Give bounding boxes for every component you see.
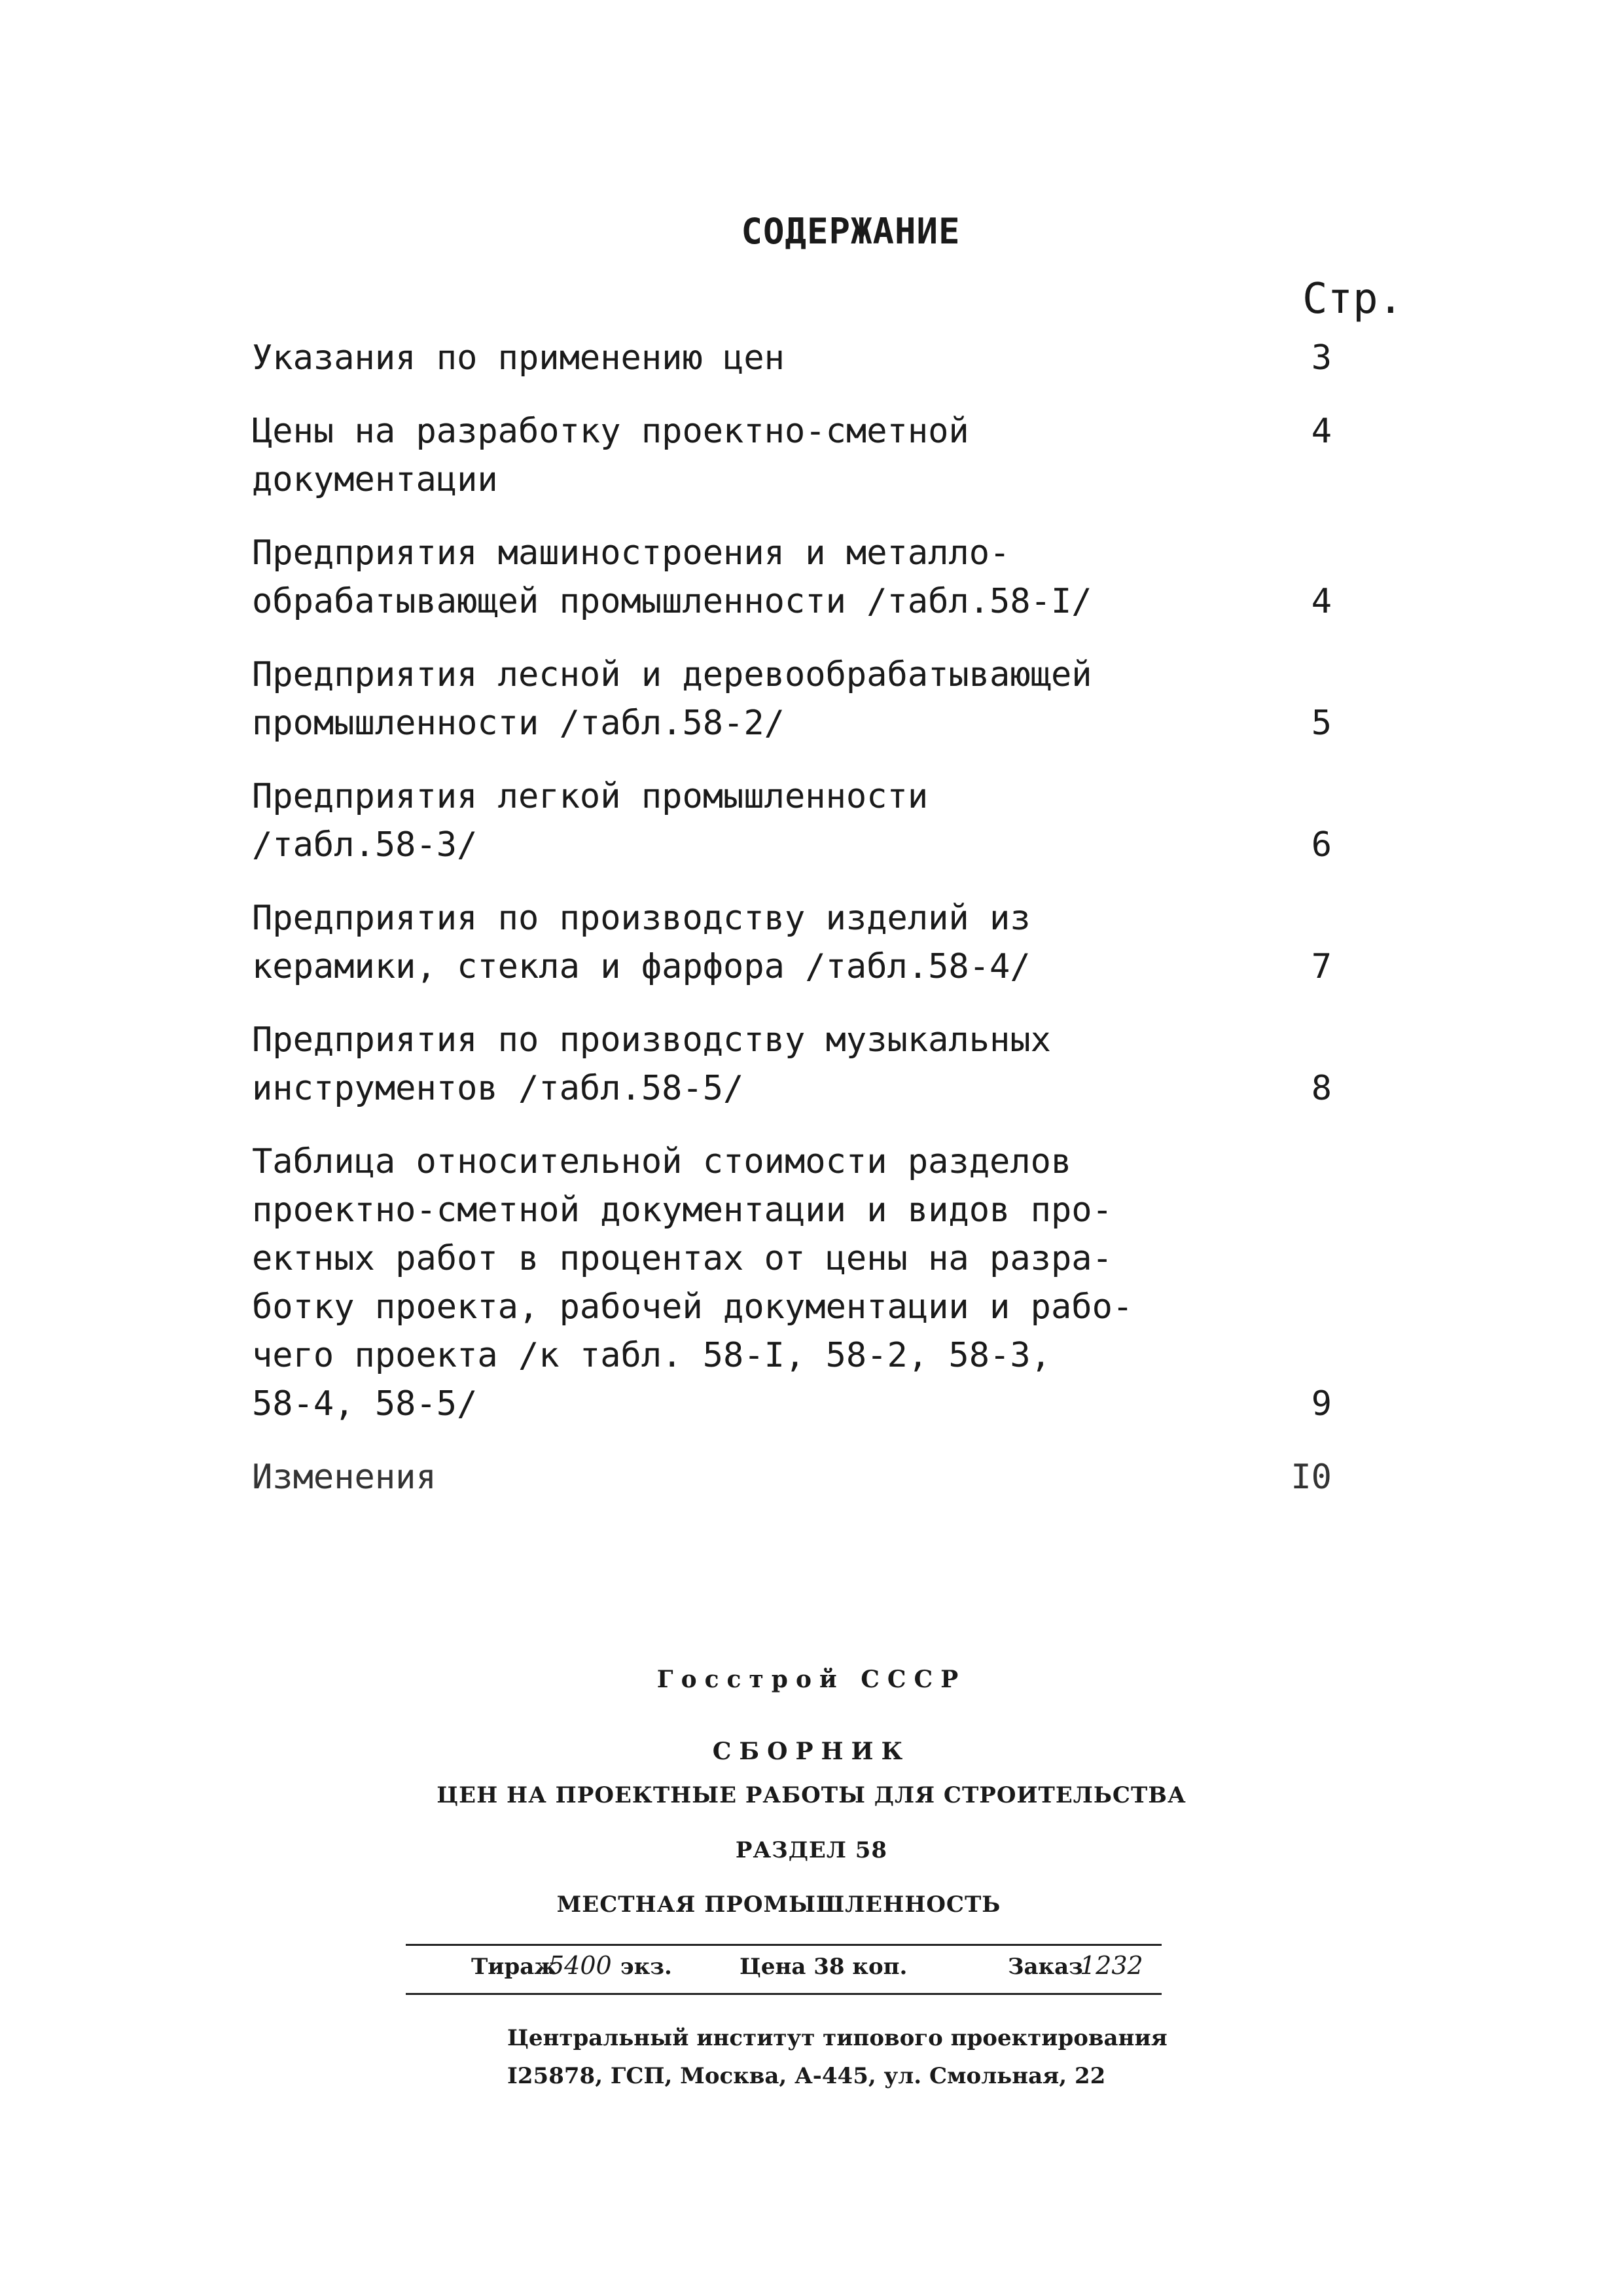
toc-entry xyxy=(252,334,1364,382)
imprint-section: РАЗДЕЛ 58 xyxy=(735,1837,888,1863)
toc-entry xyxy=(252,529,1364,626)
toc-entry xyxy=(252,1138,1364,1428)
toc-entry-label: Указания по применению цен xyxy=(252,338,785,378)
toc-entry-label: Предприятия машиностроения и металло- обрабатывающей промышленности /табл.58-I/ xyxy=(252,533,1092,621)
toc-entry-page: 3 xyxy=(1311,338,1332,378)
toc-entry-label: Предприятия легкой промышленности /табл.58-3/ xyxy=(252,777,929,865)
toc-entry-page: 4 xyxy=(1311,582,1332,621)
toc-entry xyxy=(252,651,1364,747)
toc-entry-page: I0 xyxy=(1291,1458,1332,1497)
page-column-label: Стр. xyxy=(1302,275,1404,323)
print-run-label: Тираж xyxy=(471,1954,557,1980)
imprint-divider-bottom xyxy=(406,1993,1162,1995)
toc-entry xyxy=(252,1016,1364,1113)
page-title: СОДЕРЖАНИЕ xyxy=(741,211,961,252)
table-of-contents xyxy=(252,334,1364,1526)
toc-entry-page: 5 xyxy=(1311,704,1332,743)
toc-entry-label: Таблица относительной стоимости разделов проектно-сметной документации и видов про- ектных работ в процентах от цены на разра- ботку проекта, рабочей документации и рабо- чего проекта /к табл. 58-I, 58-2, 58-3, 58-4, 58-5/ xyxy=(252,1142,1133,1424)
toc-entry-label: Предприятия по производству музыкальных инструментов /табл.58-5/ xyxy=(252,1020,1051,1108)
imprint-collection-title: ЦЕН НА ПРОЕКТНЫЕ РАБОТЫ ДЛЯ СТРОИТЕЛЬСТВА xyxy=(437,1782,1186,1808)
order-label: Заказ xyxy=(1008,1954,1083,1980)
toc-entry-page: 6 xyxy=(1311,825,1332,865)
print-run-unit: экз. xyxy=(620,1954,672,1980)
toc-entry-label: Предприятия лесной и деревообрабатывающей промышленности /табл.58-2/ xyxy=(252,655,1092,743)
toc-entry-page: 9 xyxy=(1311,1384,1332,1424)
toc-entry xyxy=(252,407,1364,504)
toc-entry-page: 7 xyxy=(1311,947,1332,986)
imprint-org: Госстрой СССР xyxy=(656,1666,967,1693)
toc-entry-page: 4 xyxy=(1311,412,1332,451)
publisher-address: I25878, ГСП, Москва, А-445, ул. Смольная, 22 xyxy=(507,2063,1106,2089)
toc-entry xyxy=(252,894,1364,991)
print-run-value: 5400 xyxy=(548,1951,612,1980)
toc-entry-label: Предприятия по производству изделий из керамики, стекла и фарфора /табл.58-4/ xyxy=(252,899,1031,986)
imprint-collection: СБОРНИК xyxy=(712,1738,911,1765)
imprint-divider-top xyxy=(406,1944,1162,1946)
publisher-name: Центральный институт типового проектирования xyxy=(507,2025,1168,2051)
toc-entry xyxy=(252,1453,1364,1501)
toc-entry-label: Изменения xyxy=(252,1458,437,1497)
price-text: Цена 38 коп. xyxy=(740,1954,908,1980)
toc-entry-page: 8 xyxy=(1311,1069,1332,1108)
toc-entry xyxy=(252,772,1364,869)
imprint-section-title: МЕСТНАЯ ПРОМЫШЛЕННОСТЬ xyxy=(556,1892,1001,1918)
order-value: 1232 xyxy=(1080,1951,1143,1980)
toc-entry-label: Цены на разработку проектно-сметной документации xyxy=(252,412,969,499)
